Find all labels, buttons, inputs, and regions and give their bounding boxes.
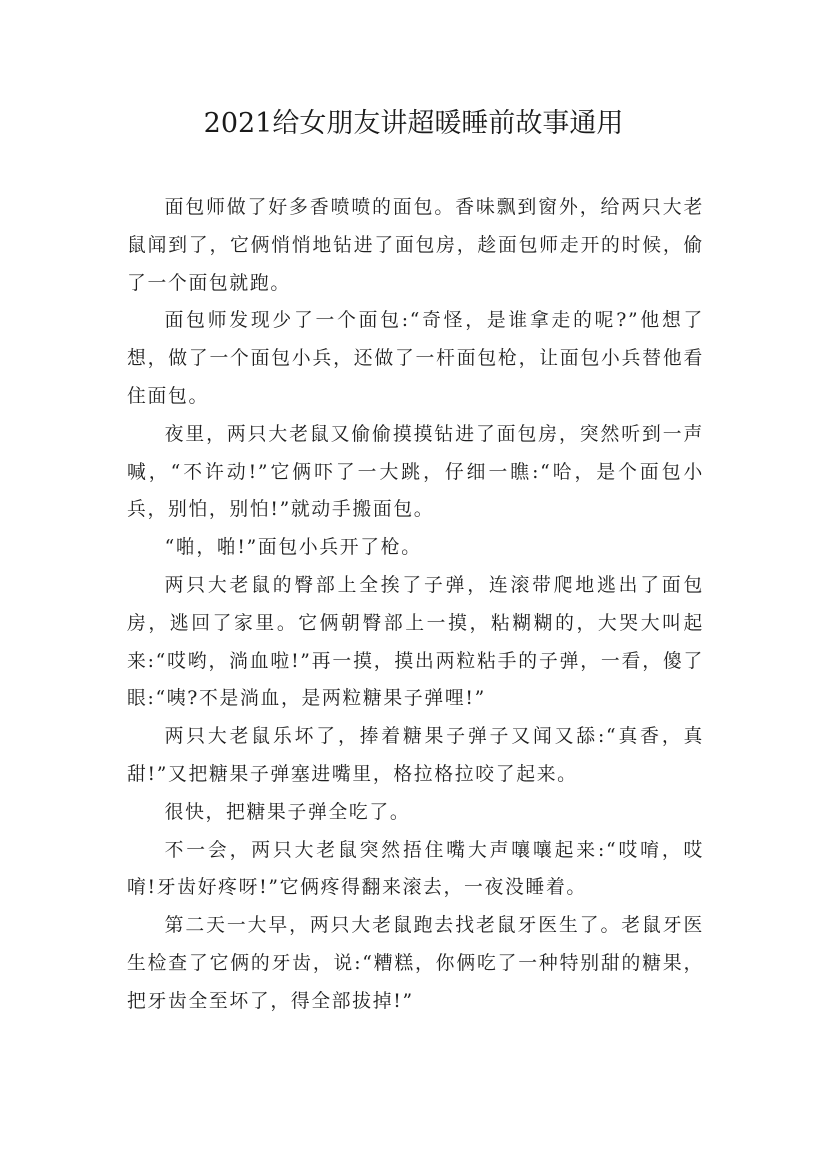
paragraph: 两只大老鼠的臀部上全挨了子弹，连滚带爬地逃出了面包房，逃回了家里。它俩朝臀部上一摸，粘糊糊的，大哭大叫起来:“哎哟，淌血啦!”再一摸，摸出两粒粘手的子弹，一看，傻了眼:“咦?不是淌血，是两粒糖果子弹哩!” — [127, 574, 704, 710]
paragraph: 面包师做了好多香喷喷的面包。香味飘到窗外，给两只大老鼠闻到了，它俩悄悄地钻进了面包房，趁面包师走开的时候，偷了一个面包就跑。 — [127, 197, 704, 294]
document-body — [127, 189, 704, 1021]
paragraph: 第二天一大早，两只大老鼠跑去找老鼠牙医生了。老鼠牙医生检查了它俩的牙齿，说:“糟糕，你俩吃了一种特别甜的糖果，把牙齿全至坏了，得全部拔掉!” — [127, 915, 704, 1012]
paragraph: 很快，把糖果子弹全吃了。 — [164, 801, 411, 823]
paragraph: 两只大老鼠乐坏了，捧着糖果子弹子又闻又舔:“真香，真甜!”又把糖果子弹塞进嘴里，格拉格拉咬了起来。 — [127, 726, 704, 785]
paragraph: “啪，啪!”面包小兵开了枪。 — [164, 537, 422, 559]
paragraph: 面包师发现少了一个面包:“奇怪，是谁拿走的呢?”他想了想，做了一个面包小兵，还做了一杆面包枪，让面包小兵替他看住面包。 — [127, 310, 704, 407]
paragraph: 不一会，两只大老鼠突然捂住嘴大声嚷嚷起来:“哎唷，哎唷!牙齿好疼呀!”它俩疼得翻来滚去，一夜没睡着。 — [127, 839, 704, 899]
paragraph: 夜里，两只大老鼠又偷偷摸摸钻进了面包房，突然听到一声喊，“不许动!”它俩吓了一大跳，仔细一瞧:“哈，是个面包小兵，别怕，别怕!”就动手搬面包。 — [127, 423, 704, 521]
document-title: 2021给女朋友讲超暖睡前故事通用 — [203, 108, 624, 139]
